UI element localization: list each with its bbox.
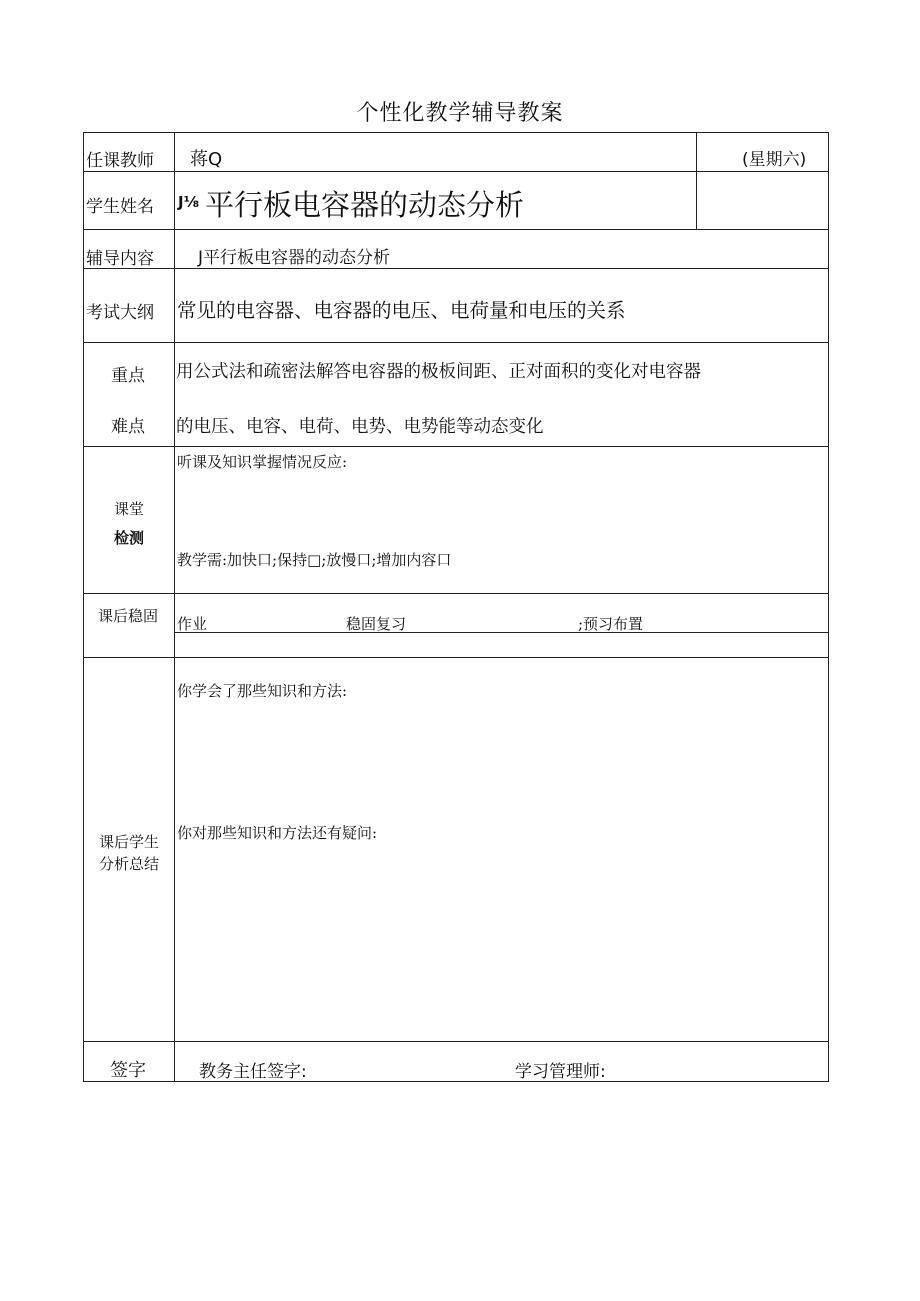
difficulties-label: 难点 <box>111 417 145 437</box>
table-border-right <box>828 132 829 1082</box>
check-label-1: 课堂 <box>114 500 145 518</box>
page-title: 个性化教学辅导教案 <box>356 101 564 126</box>
check-label-2: 检测 <box>114 529 145 547</box>
content-label: 辅导内容 <box>86 249 154 269</box>
table-border-bottom <box>83 1081 829 1082</box>
student-label: 学生姓名 <box>86 197 154 217</box>
student-prefix: J⅛ <box>178 193 200 211</box>
table-border-left <box>83 132 84 1082</box>
homework-label: 作业 <box>177 615 208 633</box>
summary-label-2: 分析总结 <box>99 855 160 873</box>
weekday: (星期六) <box>742 150 807 170</box>
summary-doubts: 你对那些知识和方法还有疑问: <box>177 824 378 842</box>
manager-signature: 学习管理师: <box>515 1062 606 1082</box>
student-topic: 平行板电容器的动态分析 <box>205 188 525 222</box>
row-divider <box>83 593 829 594</box>
row-divider <box>83 268 829 269</box>
row-divider <box>83 1041 829 1042</box>
check-feedback: 听课及知识掌握情况反应: <box>177 453 348 471</box>
keypoints-line-2: 的电压、电容、电荷、电势、电势能等动态变化 <box>176 417 544 437</box>
row-divider <box>83 171 829 172</box>
consolidate-inner-divider <box>174 632 828 633</box>
row-divider <box>83 446 829 447</box>
consolidate-label: 课后稳固 <box>98 607 159 625</box>
preview-label: ;预习布置 <box>578 615 644 633</box>
label-column-divider <box>174 132 175 1082</box>
row-divider <box>83 657 829 658</box>
sign-label: 签字 <box>110 1060 146 1081</box>
outline-value: 常见的电容器、电容器的电压、电荷量和电压的关系 <box>177 299 626 322</box>
content-value: J平行板电容器的动态分析 <box>198 248 391 268</box>
summary-label-1: 课后学生 <box>99 833 160 851</box>
weekday-divider <box>696 132 697 229</box>
row-divider <box>83 229 829 230</box>
director-signature: 教务主任签字: <box>199 1062 307 1082</box>
teacher-name: 蒋Q <box>190 149 223 170</box>
outline-label: 考试大纲 <box>86 303 154 323</box>
table-border-top <box>83 132 829 133</box>
keypoints-line-1: 用公式法和疏密法解答电容器的极板间距、正对面积的变化对电容器 <box>176 362 701 382</box>
review-label: 稳固复习 <box>346 615 407 633</box>
row-divider <box>83 342 829 343</box>
teacher-label: 任课教师 <box>86 151 154 171</box>
keypoints-label: 重点 <box>111 366 145 386</box>
summary-learned: 你学会了那些知识和方法: <box>177 682 348 700</box>
check-needs: 教学需:加快口;保持□;放慢口;增加内容口 <box>177 551 452 569</box>
